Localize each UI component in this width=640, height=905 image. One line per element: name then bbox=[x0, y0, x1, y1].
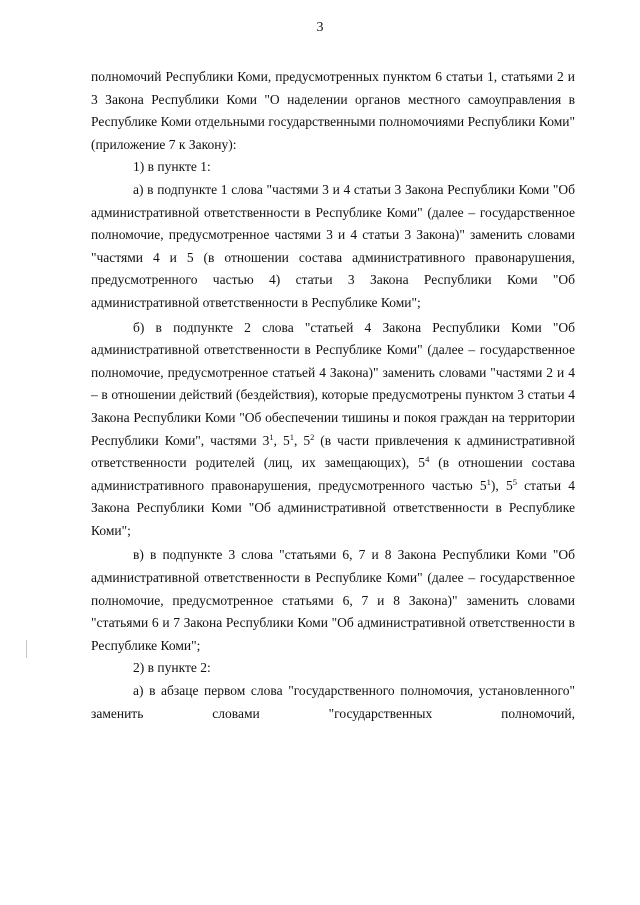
text-run: , 5 bbox=[273, 432, 290, 448]
superscript: 1 bbox=[269, 431, 274, 442]
paragraph-item-2-subitem-a: а) в абзаце первом слова "государственного полномочия, установленного" заменить словами "государственных полномочий, bbox=[91, 683, 575, 721]
document-body bbox=[91, 66, 575, 725]
margin-mark bbox=[26, 640, 27, 658]
text-run: б) в подпункте 2 слова "статьей 4 Закона Республики Коми "Об административной ответственности в Республике Коми" (далее – государственное полномочие, предусмотренное статьей 4 Закона)" заменить словами "частями 2 и 4 – в отношении действий (бездействия), которые предусмотрены пунктом 3 статьи 4 Закона Республики Коми "Об обеспечении тишины и покоя граждан на территории Республики Коми", частями 3 bbox=[91, 319, 575, 448]
text-run: статьи 4 Закона Республики Коми "Об административной ответственности в Республике Коми"; bbox=[91, 477, 575, 538]
text-run: ), 5 bbox=[490, 477, 513, 493]
superscript: 2 bbox=[310, 431, 315, 442]
paragraph-item-1: 1) в пункте 1: bbox=[133, 159, 211, 175]
superscript: 1 bbox=[289, 431, 294, 442]
paragraph-subitem-b bbox=[91, 317, 575, 543]
paragraph-subitem-c: в) в подпункте 3 слова "статьями 6, 7 и 8 Закона Республики Коми "Об административной ответственности в Республике Коми" (далее – государственное полномочие, предусмотренное статьями 6, 7 и 8 Закона)" заменить словами "статьями 6 и 7 Закона Республики Коми "Об административной ответственности в Республике Коми"; bbox=[91, 547, 575, 653]
superscript: 4 bbox=[425, 454, 430, 465]
page-number: 3 bbox=[316, 20, 324, 35]
paragraph-item-2: 2) в пункте 2: bbox=[133, 660, 211, 676]
text-run: (в части привлечения к административной ответственности родителей (лиц, их замещающих), 5 bbox=[91, 432, 575, 471]
text-run: , 5 bbox=[293, 432, 311, 448]
superscript: 5 bbox=[512, 476, 517, 487]
paragraph-subitem-a: а) в подпункте 1 слова "частями 3 и 4 статьи 3 Закона Республики Коми "Об административной ответственности в Республике Коми" (далее – государственное полномочие, предусмотренное частями 3 и 4 статьи 3 Закона)" заменить словами "частями 4 и 5 (в отношении состава административного правонарушения, предусмотренного частью 4) статьи 3 Закона Республики Коми "Об административной ответственности в Республике Коми"; bbox=[91, 181, 575, 310]
paragraph-intro: полномочий Республики Коми, предусмотренных пунктом 6 статьи 1, статьями 2 и 3 Закона Республики Коми "О наделении органов местного самоуправления в Республике Коми отдельными государственными полномочиями Республики Коми" (приложение 7 к Закону): bbox=[91, 69, 575, 152]
superscript: 1 bbox=[486, 476, 491, 487]
text-run: (в отношении состава административного правонарушения, предусмотренного частью 5 bbox=[91, 455, 575, 493]
